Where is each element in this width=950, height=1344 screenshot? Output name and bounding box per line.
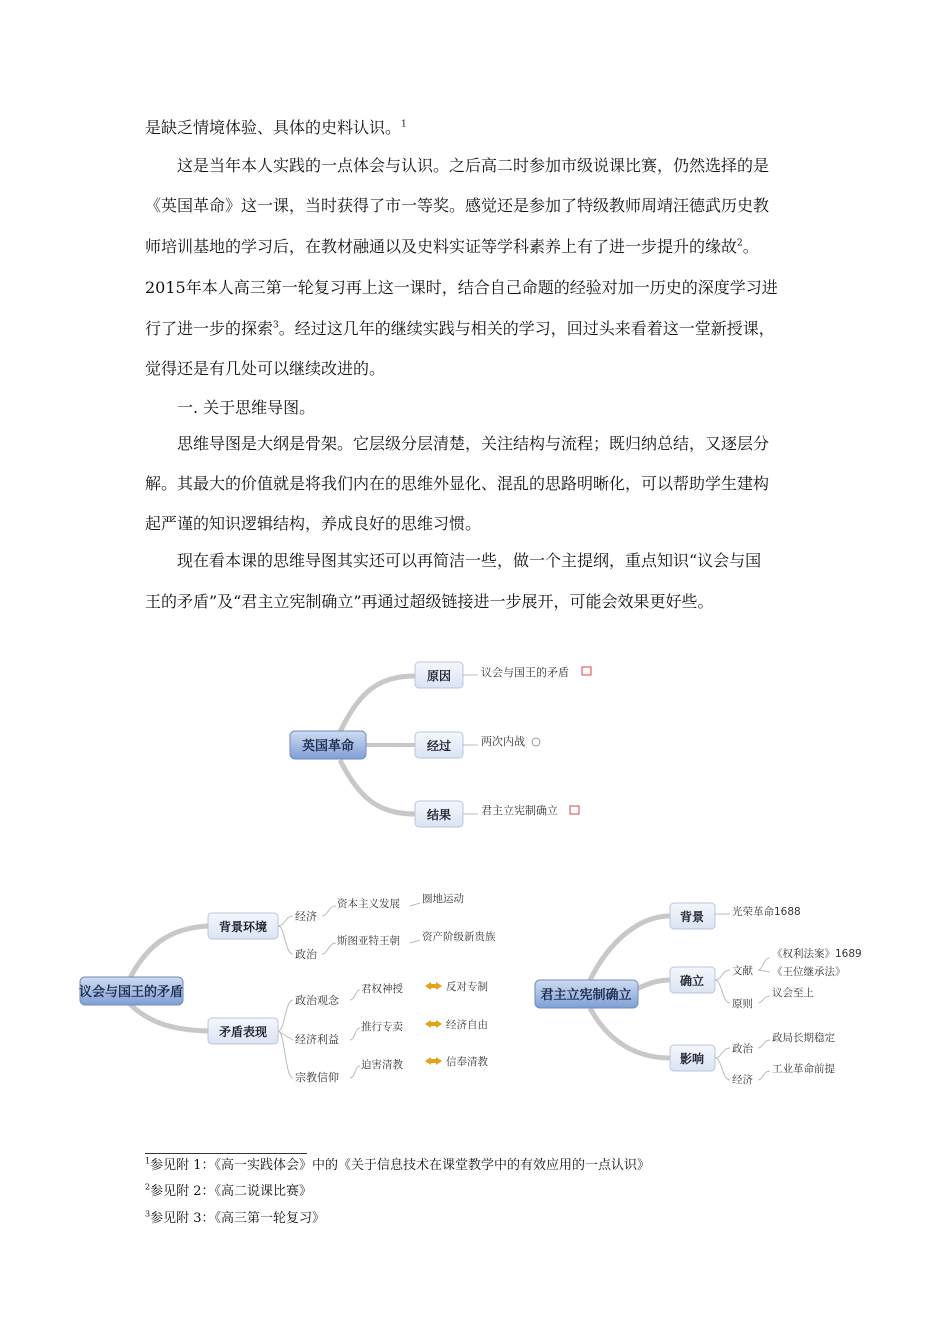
footnote: $^3$参见附 3：《高三第一轮复习》 xyxy=(145,1209,325,1226)
king-action: 迫害清教 xyxy=(361,1059,403,1071)
root-label: 议会与国王的矛盾 xyxy=(78,985,184,1000)
sub-label: 文献 xyxy=(732,965,753,977)
sub-label: 政治 xyxy=(732,1043,753,1055)
king-action: 推行专卖 xyxy=(361,1021,403,1033)
mindmap-english-revolution xyxy=(290,662,591,827)
footnote: $^2$参见附 2：《高二说课比赛》 xyxy=(145,1182,312,1199)
branch-label: 背景 xyxy=(679,910,705,924)
row-label: 政治观念 xyxy=(295,994,339,1007)
branch-label: 原因 xyxy=(426,669,452,683)
paragraph-line: 这是当年本人实践的一点体会与认识。之后高二时参加市级说课比赛，仍然选择的是 xyxy=(177,156,770,175)
paragraph-line: 师培训基地的学习后，在教材融通以及史料实证等学科素养上有了进一步提升的缘故$^2$。 xyxy=(145,237,759,256)
branch-label: 背景环境 xyxy=(218,920,268,934)
sub-label: 原则 xyxy=(732,998,753,1010)
paragraph-line: 解。其最大的价值就是将我们内在的思维外显化、混乱的思路明晰化，可以帮助学生建构 xyxy=(145,474,770,493)
parliament-stance: 信奉清教 xyxy=(446,1056,488,1068)
parliament-stance: 经济自由 xyxy=(446,1019,488,1031)
branch-label: 影响 xyxy=(679,1052,705,1066)
leaf-label: 君主立宪制确立 xyxy=(481,804,558,817)
mindmap-constitutional-monarchy xyxy=(535,903,862,1086)
branch-label: 确立 xyxy=(679,974,705,988)
mindmap-conflict xyxy=(79,892,496,1084)
root-label: 英国革命 xyxy=(301,739,355,754)
branch-label: 矛盾表现 xyxy=(218,1025,268,1039)
row-label: 经济利益 xyxy=(295,1033,339,1046)
leaf-label: 斯图亚特王朝 xyxy=(337,935,400,947)
section-heading: 一. 关于思维导图。 xyxy=(177,398,316,417)
paragraph-line: 行了进一步的探索$^3$。经过这几年的继续实践与相关的学习，回过头来看着这一堂新授课， xyxy=(145,319,775,338)
leaf-label: 两次内战 xyxy=(481,735,525,748)
leaf-label: 《权利法案》1689 xyxy=(772,948,862,960)
leaf-label: 政局长期稳定 xyxy=(772,1032,835,1044)
link-icon[interactable] xyxy=(582,667,591,675)
mindmap-figure xyxy=(0,640,950,1110)
branch-label: 结果 xyxy=(426,808,452,822)
paragraph-line: 2015年本人高三第一轮复习再上这一课时，结合自己命题的经验对加一历史的深度学习进 xyxy=(145,278,778,297)
expand-icon[interactable] xyxy=(532,738,540,746)
sub-label: 经济 xyxy=(295,910,317,923)
parliament-stance: 反对专制 xyxy=(446,981,488,993)
paragraph-line: 觉得还是有几处可以继续改进的。 xyxy=(145,359,386,378)
branch-label: 经过 xyxy=(426,739,452,753)
sub-label: 政治 xyxy=(295,948,317,961)
leaf-label: 《王位继承法》 xyxy=(772,966,846,978)
paragraph-line: 是缺乏情境体验、具体的史料认识。$^1$ xyxy=(145,118,407,137)
leaf-label: 光荣革命1688 xyxy=(732,906,801,918)
footnote-divider xyxy=(145,1153,307,1154)
sub-label: 经济 xyxy=(732,1074,753,1086)
versus-arrow-icon xyxy=(425,982,442,990)
paragraph-line: 思维导图是大纲是骨架。它层级分层清楚，关注结构与流程；既归纳总结，又逐层分 xyxy=(177,434,770,453)
paragraph-line: 起严谨的知识逻辑结构，养成良好的思维习惯。 xyxy=(145,514,482,533)
link-icon[interactable] xyxy=(570,806,579,814)
footnote: $^1$参见附 1：《高一实践体会》中的《关于信息技术在课堂教学中的有效应用的一点认识》 xyxy=(145,1156,650,1173)
leaf-label: 圈地运动 xyxy=(422,893,464,905)
leaf-label: 议会与国王的矛盾 xyxy=(481,666,569,679)
leaf-label: 工业革命前提 xyxy=(772,1063,835,1075)
leaf-label: 资本主义发展 xyxy=(337,898,400,910)
row-label: 宗教信仰 xyxy=(295,1071,339,1084)
paragraph-line: 《英国革命》这一课，当时获得了市一等奖。感觉还是参加了特级教师周靖汪德武历史教 xyxy=(145,196,770,215)
paragraph-line: 王的矛盾”及“君主立宪制确立”再通过超级链接进一步展开，可能会效果更好些。 xyxy=(145,592,714,611)
leaf-label: 资产阶级新贵族 xyxy=(422,931,496,943)
leaf-label: 议会至上 xyxy=(772,987,814,999)
root-label: 君主立宪制确立 xyxy=(540,988,632,1003)
versus-arrow-icon xyxy=(425,1057,442,1065)
king-action: 君权神授 xyxy=(361,983,403,995)
versus-arrow-icon xyxy=(425,1020,442,1028)
paragraph-line: 现在看本课的思维导图其实还可以再简洁一些，做一个主提纲，重点知识“议会与国 xyxy=(177,551,762,570)
